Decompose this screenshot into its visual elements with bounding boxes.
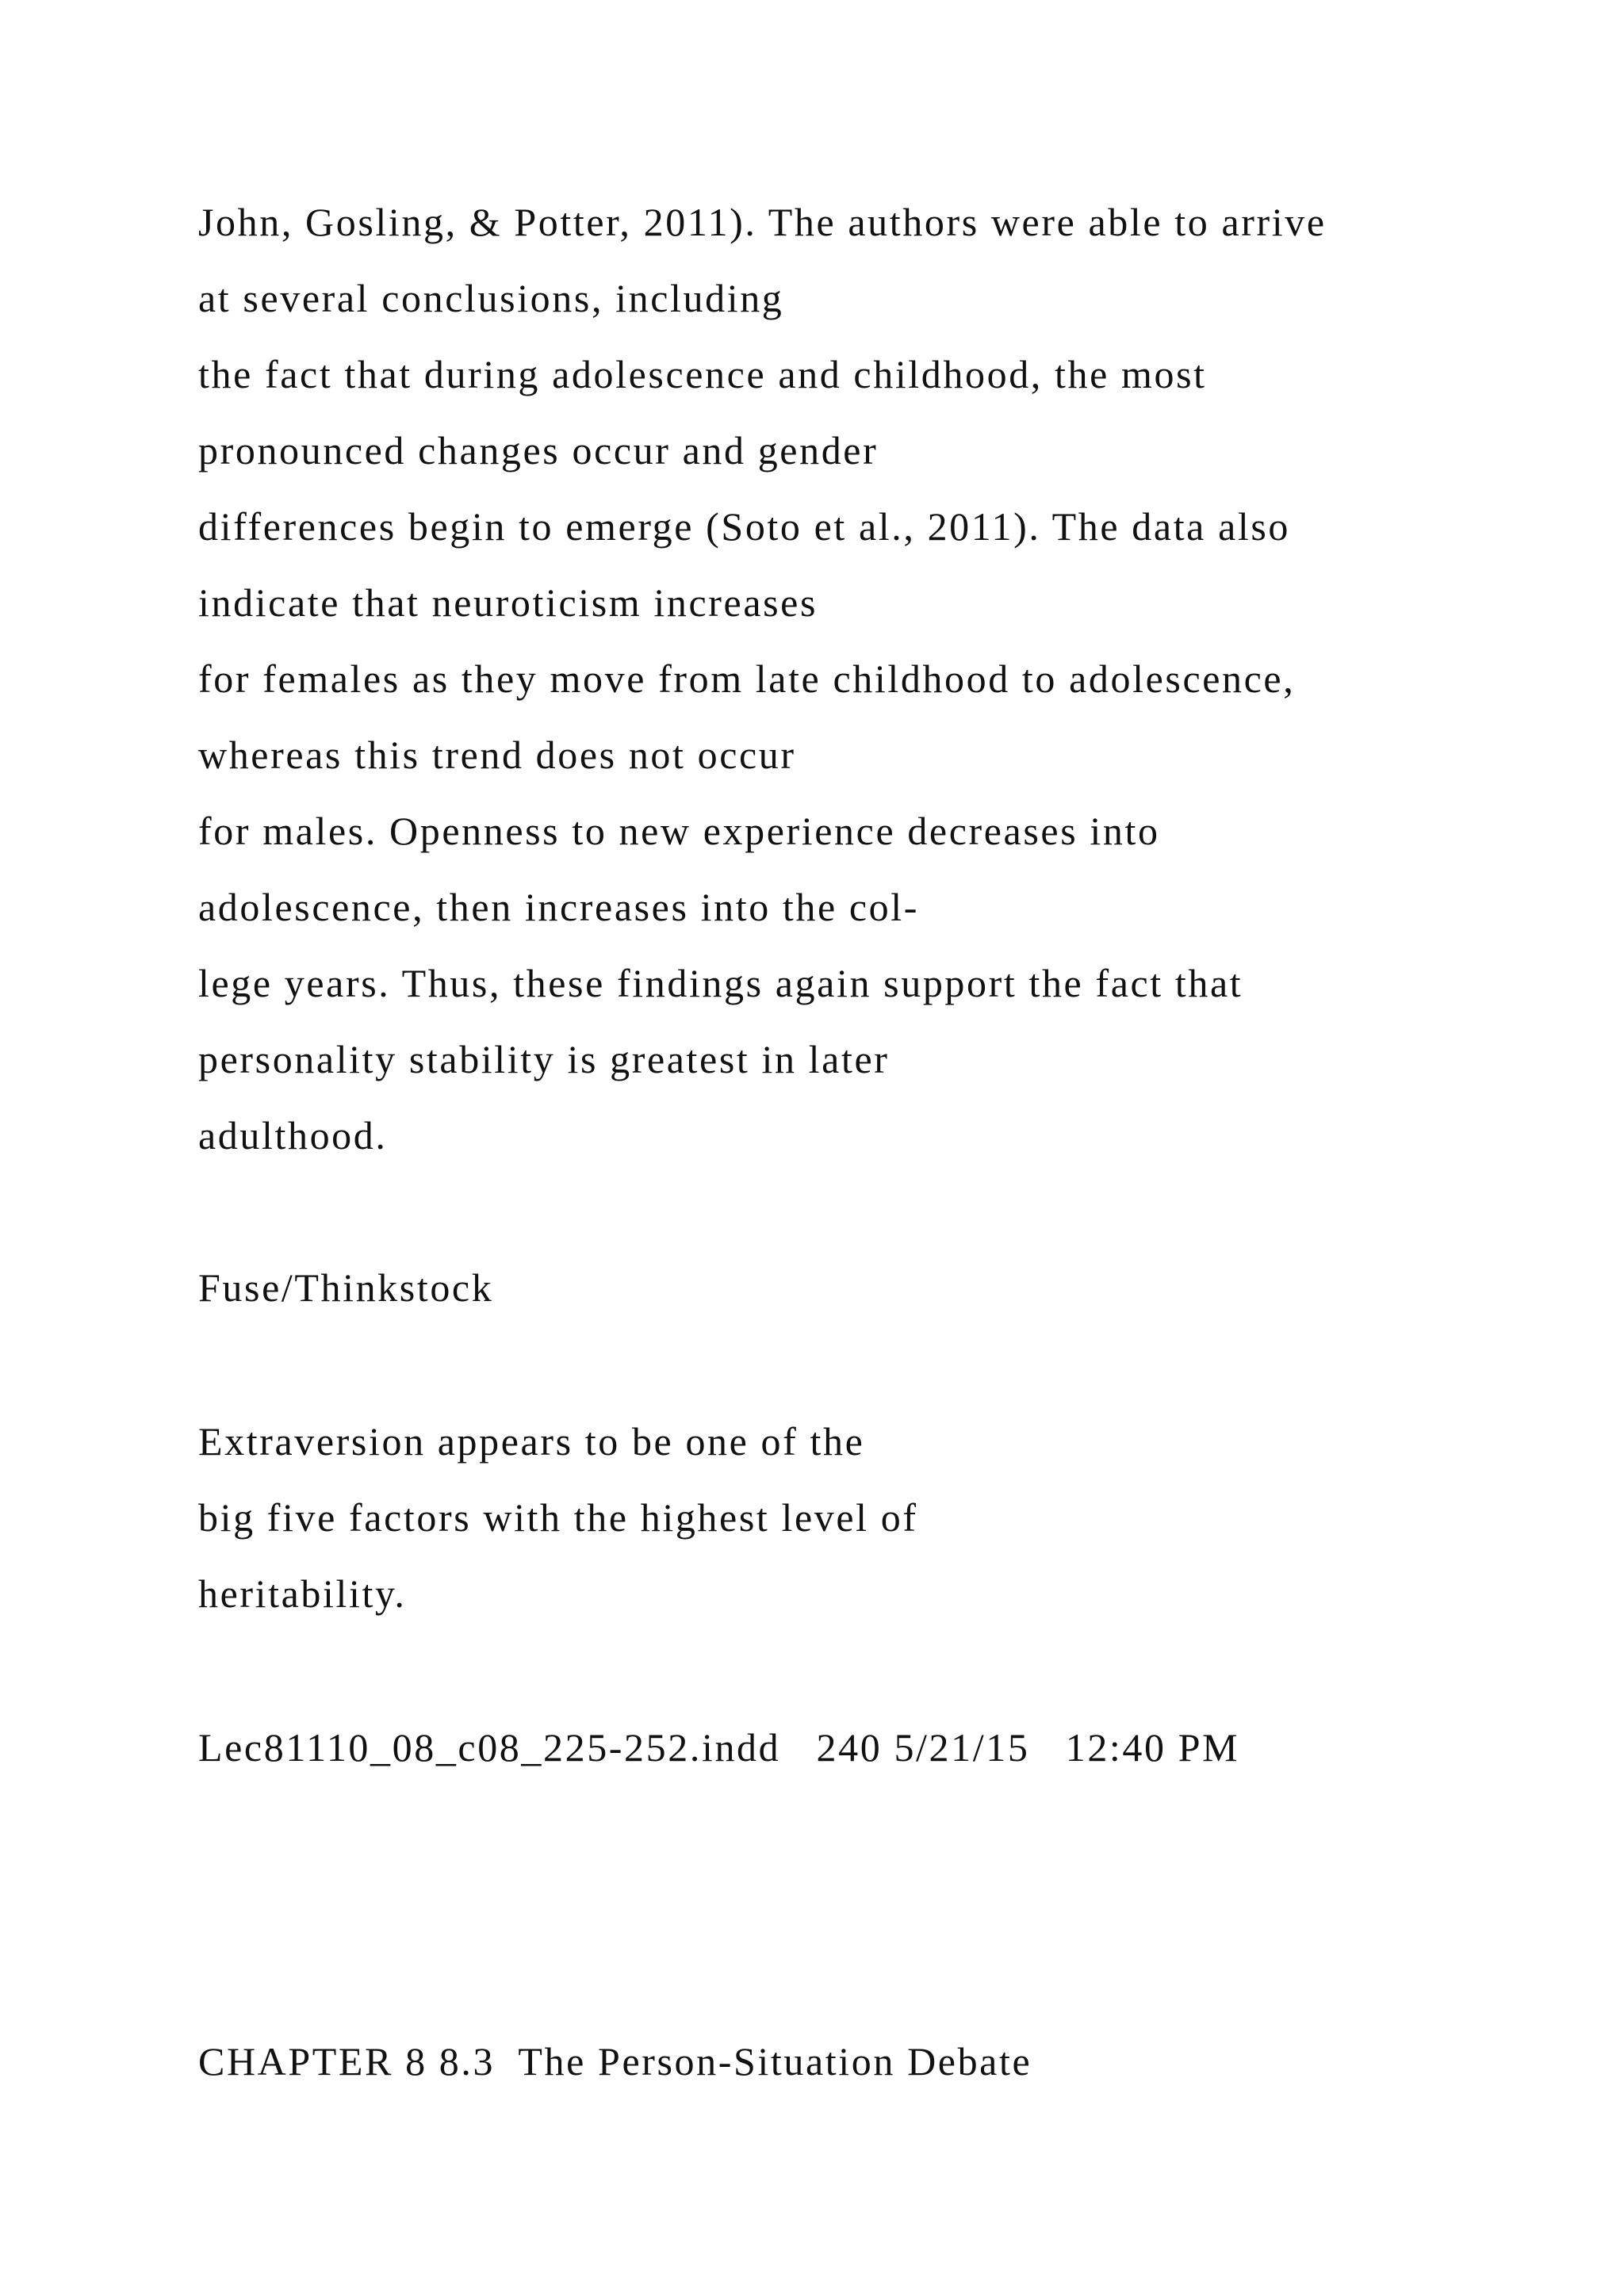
caption-line: big five factors with the highest level of xyxy=(198,1495,918,1540)
body-text-line: pronounced changes occur and gender xyxy=(198,428,879,473)
body-text-line: for males. Openness to new experience decreases into xyxy=(198,809,1160,853)
file-slug: Lec81110_08_c08_225-252.indd 240 5/21/15 12:40 PM xyxy=(198,1725,1240,1770)
body-text-line: John, Gosling, & Potter, 2011). The authors were able to arrive xyxy=(198,200,1327,244)
body-text-line: lege years. Thus, these findings again support the fact that xyxy=(198,961,1243,1005)
body-text-line: differences begin to emerge (Soto et al., 2011). The data also xyxy=(198,504,1291,549)
body-text-line: adolescence, then increases into the col- xyxy=(198,885,920,929)
caption-line: Extraversion appears to be one of the xyxy=(198,1419,865,1464)
running-head: CHAPTER 8 8.3 The Person-Situation Debate xyxy=(198,2039,1032,2084)
body-text-line: adulthood. xyxy=(198,1113,388,1158)
caption-line: heritability. xyxy=(198,1571,407,1616)
body-text-line: personality stability is greatest in later xyxy=(198,1037,890,1081)
photo-credit: Fuse/Thinkstock xyxy=(198,1265,494,1310)
body-text-line: at several conclusions, including xyxy=(198,276,784,320)
body-text-line: indicate that neuroticism increases xyxy=(198,580,818,625)
body-text-line: for females as they move from late childhood to adolescence, xyxy=(198,656,1296,701)
body-text-line: the fact that during adolescence and childhood, the most xyxy=(198,352,1207,396)
body-text-line: whereas this trend does not occur xyxy=(198,733,796,777)
